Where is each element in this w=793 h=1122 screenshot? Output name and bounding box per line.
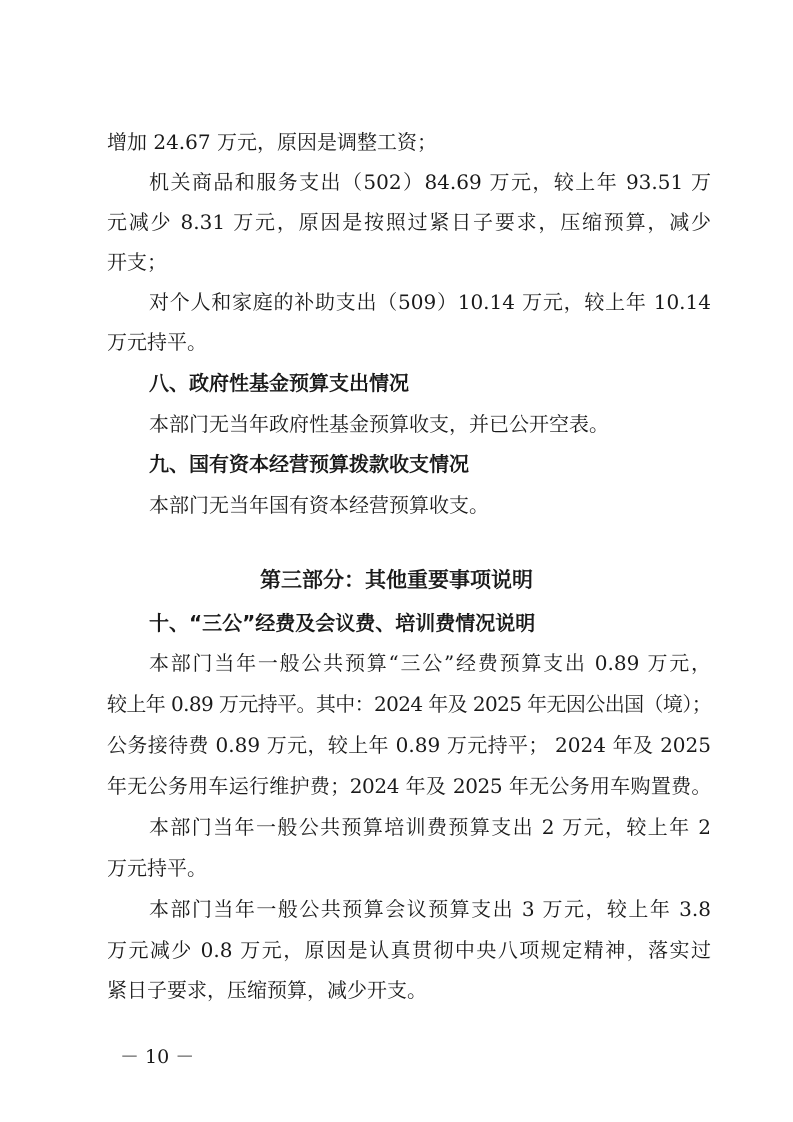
body-text-line: 本部门当年一般公共预算培训费预算支出 2 万元，较上年 2 — [149, 815, 711, 839]
section-heading-10: 十、“三公”经费及会议费、培训费情况说明 — [149, 611, 536, 635]
body-text-line: 开支； — [107, 250, 167, 274]
page-number: － 10 － — [120, 1046, 195, 1068]
body-text-line: 本部门无当年国有资本经营预算收支。 — [149, 493, 489, 517]
body-text-line: 年无公务用车运行维护费；2024 年及 2025 年无公务用车购置费。 — [107, 774, 711, 798]
body-text-line: 万元持平。 — [107, 330, 207, 354]
body-text-line: 万元减少 0.8 万元，原因是认真贯彻中央八项规定精神，落实过 — [107, 938, 711, 962]
body-text-line: 本部门当年一般公共预算会议预算支出 3 万元，较上年 3.8 — [149, 897, 711, 921]
body-text-line: 机关商品和服务支出（502）84.69 万元，较上年 93.51 万 — [149, 170, 711, 194]
body-text-line: 本部门当年一般公共预算“三公”经费预算支出 0.89 万元， — [149, 651, 711, 675]
body-text-line: 较上年 0.89 万元持平。其中：2024 年及 2025 年无因公出国（境）； — [107, 692, 712, 716]
section-heading-8: 八、政府性基金预算支出情况 — [149, 371, 409, 395]
body-text-line: 元减少 8.31 万元，原因是按照过紧日子要求，压缩预算，减少 — [107, 210, 711, 234]
part-title: 第三部分：其他重要事项说明 — [260, 567, 533, 592]
body-text-line: 对个人和家庭的补助支出（509）10.14 万元，较上年 10.14 — [149, 290, 711, 314]
body-text-line: 公务接待费 0.89 万元，较上年 0.89 万元持平； 2024 年及 2025 — [107, 733, 711, 757]
body-text-line: 本部门无当年政府性基金预算收支，并已公开空表。 — [149, 412, 609, 436]
body-text-line: 紧日子要求，压缩预算，减少开支。 — [107, 978, 427, 1002]
body-text-line: 万元持平。 — [107, 856, 207, 880]
section-heading-9: 九、国有资本经营预算拨款收支情况 — [149, 452, 469, 476]
body-text-line: 增加 24.67 万元，原因是调整工资； — [107, 130, 437, 154]
